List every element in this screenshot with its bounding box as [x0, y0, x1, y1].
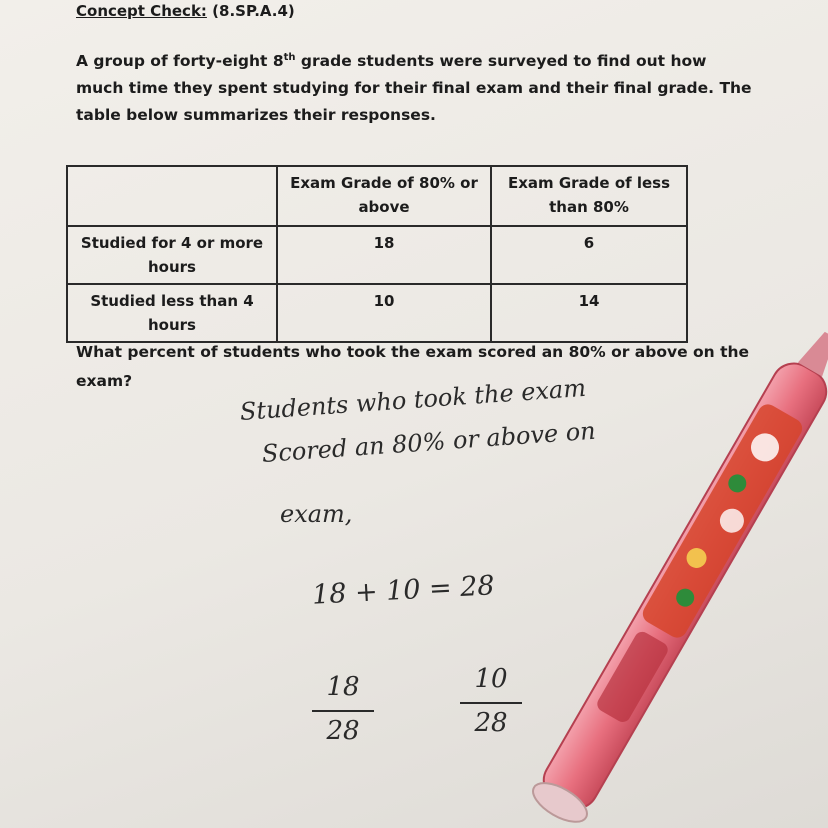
concept-check-label: Concept Check: — [76, 2, 207, 20]
table-header-cell: Exam Grade of less than 80% — [491, 166, 687, 226]
table-header-cell: Exam Grade of 80% or above — [277, 166, 491, 226]
fraction-denominator: 28 — [474, 708, 508, 738]
row-label: Studied less than 4 hours — [67, 284, 277, 342]
row-label: Studied for 4 or more hours — [67, 226, 277, 284]
handwritten-line-1: Students who took the exam — [239, 373, 587, 426]
fraction-numerator: 18 — [326, 672, 360, 702]
handwritten-equation: 18 + 10 = 28 — [311, 570, 496, 611]
table-cell: 10 — [277, 284, 491, 342]
question-text: What percent of students who took the exam scored an 80% or above on the exam? — [76, 343, 750, 390]
handwritten-line-3: exam, — [280, 500, 353, 528]
table-cell: 14 — [491, 284, 687, 342]
handwritten-line-2: Scored an 80% or above on — [261, 416, 597, 468]
fraction-numerator: 10 — [474, 664, 508, 694]
fraction-denominator: 28 — [326, 716, 360, 746]
intro-superscript: th — [283, 52, 296, 63]
table-cell: 6 — [491, 226, 687, 284]
standard-code: (8.SP.A.4) — [212, 2, 295, 20]
table-cell: 18 — [277, 226, 491, 284]
intro-text-start: A group of forty-eight 8 — [76, 52, 284, 71]
intro-text-end: grade students were surveyed to find out how much time they spent studying for their final exam and their final grade. The table below summarizes their responses. — [76, 52, 752, 125]
